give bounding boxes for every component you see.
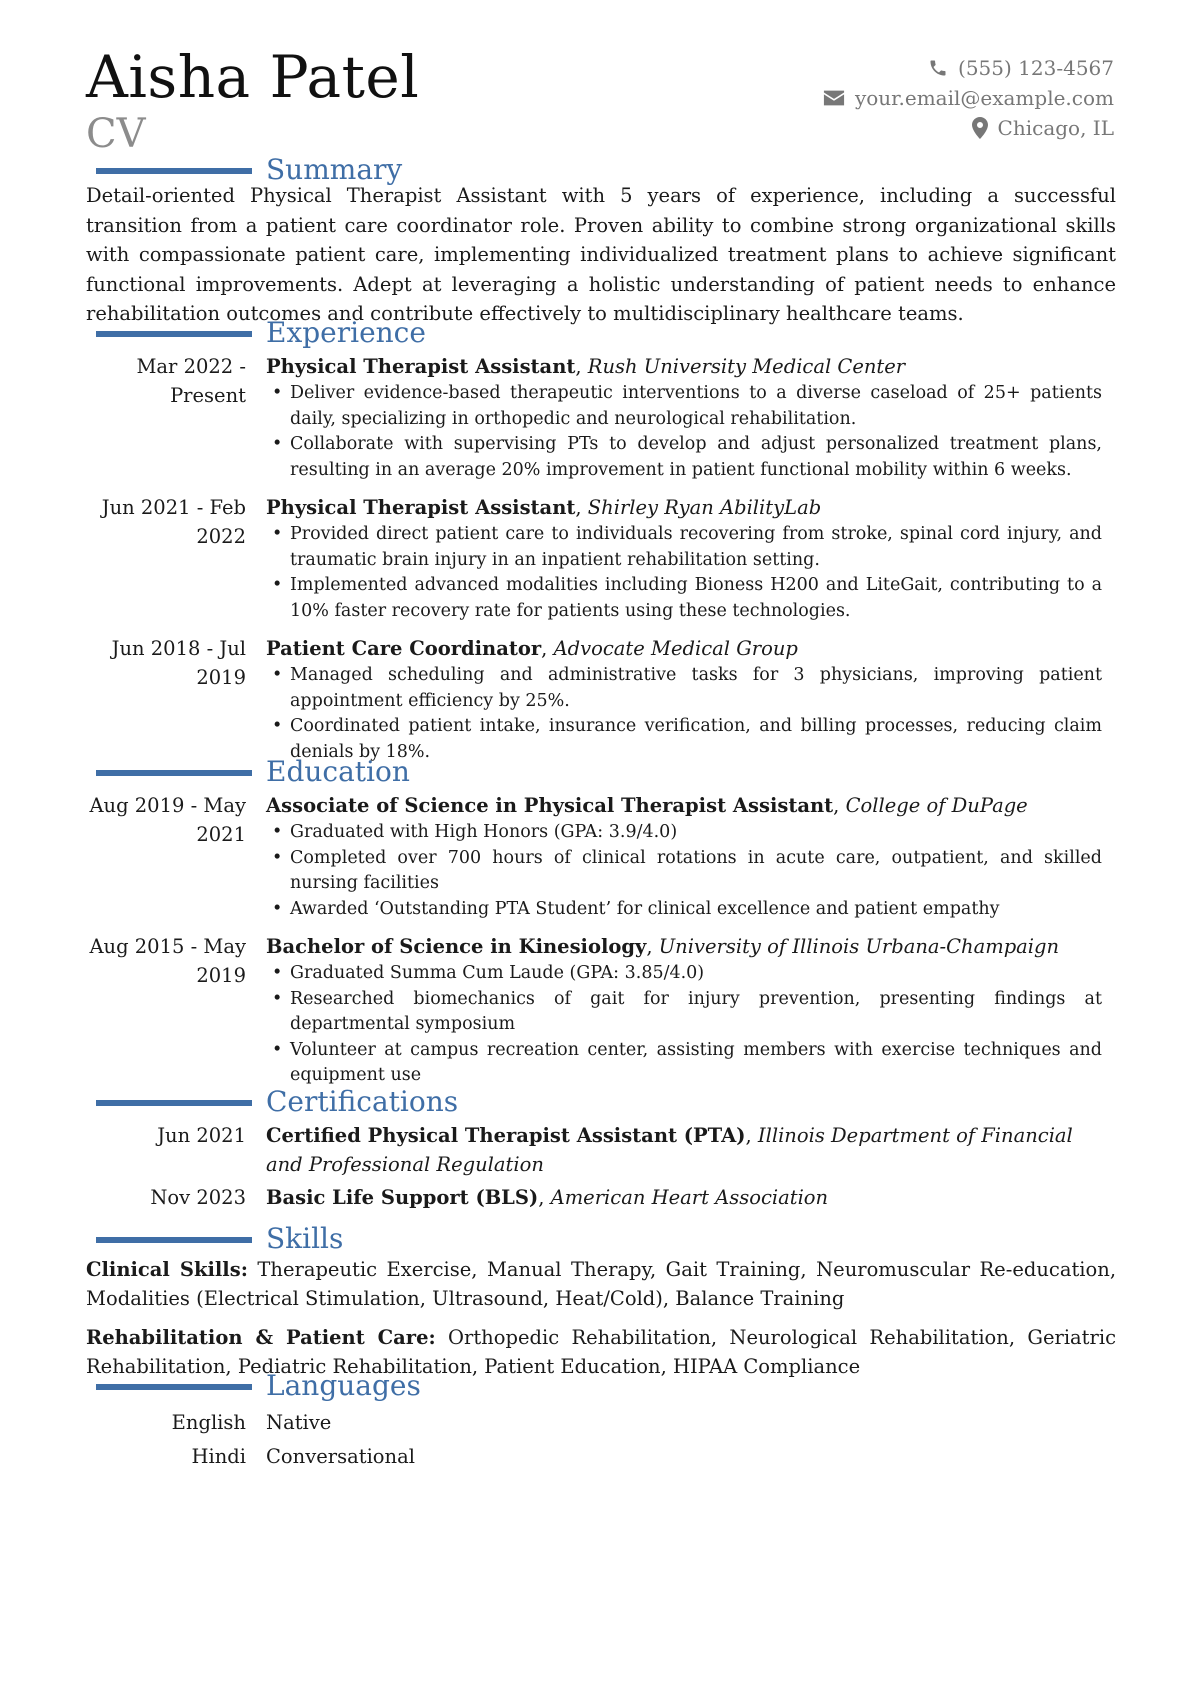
entry-date: Aug 2015 - May 2019 (89, 935, 246, 987)
summary-section (86, 152, 1116, 329)
skills-section (86, 1221, 1116, 1381)
phone-icon (928, 58, 948, 78)
contact-email (823, 83, 1114, 113)
section-title: Education (266, 755, 410, 788)
entry-degree: Bachelor of Science in Kinesiology (266, 935, 647, 958)
section-rule (96, 168, 252, 174)
language-name: English (171, 1411, 246, 1434)
language-entry (86, 1406, 1116, 1440)
entry-org: Advocate Medical Group (553, 637, 798, 660)
list-item: • Provided direct patient care to individuals recovering from stroke, spinal cord injury, and traumatic brain injury in an inpatient rehabilitation setting. (266, 522, 1102, 573)
entry-date: Jun 2021 (157, 1124, 246, 1147)
section-title: Summary (266, 153, 403, 186)
list-item: • Deliver evidence-based therapeutic interventions to a diverse caseload of 25+ patients daily, specializing in orthopedic and neurological rehabilitation. (266, 381, 1102, 432)
entry-date: Jun 2021 - Feb 2022 (101, 496, 246, 548)
skill-group-items: Therapeutic Exercise, Manual Therapy, Gait Training, Neuromuscular Re-education, Modalities (Electrical Stimulation, Ultrasound, Heat/Cold), Balance Training (86, 1258, 1117, 1310)
experience-section (86, 315, 1116, 765)
certification-issuer: American Heart Association (550, 1186, 829, 1209)
candidate-name: Aisha Patel (86, 43, 420, 111)
entry-org: Rush University Medical Center (587, 355, 906, 378)
document-subtitle: CV (86, 111, 146, 157)
section-rule (96, 1384, 252, 1390)
list-item: • Graduated Summa Cum Laude (GPA: 3.85/4.0) (266, 961, 1102, 987)
section-rule (96, 1237, 252, 1243)
certification-issuer: Illinois Department of Financial and Professional Regulation (266, 1124, 1073, 1176)
certification-entry: Nov 2023 Basic Life Support (BLS), American Heart Association (86, 1183, 1116, 1212)
education-entry: Aug 2015 - May 2019 Bachelor of Science in Kinesiology, University of Illinois Urbana-Champaign • Graduated Summa Cum Laude (GPA: 3.85/4.0) • Researched biomechanics of gait for injury prevention, presenting findings at departmental symposium • Volunteer at campus recreation center, assisting members with exercise techniques and equipment use (86, 932, 1116, 1089)
summary-text: Detail-oriented Physical Therapist Assistant with 5 years of experience, including a successful transition from a patient care coordinator role. Proven ability to combine strong organizational skills with compassionate patient care, implementing individualized treatment plans to achieve significant functional improvements. Adept at leveraging a holistic understanding of patient needs to enhance rehabilitation outcomes and contribute effectively to multidisciplinary healthcare teams. (86, 184, 1116, 325)
entry-date: Nov 2023 (150, 1186, 246, 1209)
section-rule (96, 1100, 252, 1106)
list-item: • Researched biomechanics of gait for injury prevention, presenting findings at departmental symposium (266, 987, 1102, 1038)
skill-group-label: Clinical Skills: (86, 1258, 248, 1281)
contact-location (823, 113, 1114, 143)
entry-role: Patient Care Coordinator (266, 637, 542, 660)
section-rule (96, 331, 252, 337)
list-item: • Collaborate with supervising PTs to develop and adjust personalized treatment plans, resulting in an average 20% improvement in patient functional mobility within 6 weeks. (266, 432, 1102, 483)
section-title: Certifications (266, 1085, 459, 1118)
certification-entry: Jun 2021 Certified Physical Therapist Assistant (PTA), Illinois Department of Financial and Professional Regulation (86, 1121, 1116, 1179)
experience-entry: Mar 2022 - Present Physical Therapist Assistant, Rush University Medical Center • Deliver evidence-based therapeutic interventions to a diverse caseload of 25+ patients daily, specializing in orthopedic and neurological rehabilitation. • Collaborate with supervising PTs to develop and adjust personalized treatment plans, resulting in an average 20% improvement in patient functional mobility within 6 weeks. (86, 352, 1116, 483)
language-level: Conversational (266, 1445, 415, 1468)
list-item: • Volunteer at campus recreation center, assisting members with exercise techniques and equipment use (266, 1038, 1102, 1089)
languages-section (86, 1368, 1116, 1474)
section-title: Languages (266, 1369, 421, 1402)
entry-role: Physical Therapist Assistant (266, 355, 576, 378)
entry-role: Physical Therapist Assistant (266, 496, 576, 519)
entry-school: College of DuPage (845, 794, 1028, 817)
list-item: • Graduated with High Honors (GPA: 3.9/4.0) (266, 820, 1102, 846)
list-item: • Awarded ‘Outstanding PTA Student’ for clinical excellence and patient empathy (266, 897, 1102, 923)
skill-group-label: Rehabilitation & Patient Care: (86, 1326, 436, 1349)
certifications-section (86, 1084, 1116, 1212)
education-section (86, 754, 1116, 1089)
map-pin-icon (972, 117, 988, 139)
contact-phone (823, 53, 1114, 83)
language-name: Hindi (191, 1445, 246, 1468)
education-entry: Aug 2019 - May 2021 Associate of Science in Physical Therapist Assistant, College of DuPage • Graduated with High Honors (GPA: 3.9/4.0) • Completed over 700 hours of clinical rotations in acute care, outpatient, and skilled nursing facilities • Awarded ‘Outstanding PTA Student’ for clinical excellence and patient empathy (86, 791, 1116, 922)
section-title: Experience (266, 316, 426, 349)
envelope-icon (823, 89, 845, 107)
language-entry (86, 1440, 1116, 1474)
entry-org: Shirley Ryan AbilityLab (587, 496, 822, 519)
section-title: Skills (266, 1222, 344, 1255)
language-level: Native (266, 1411, 332, 1434)
experience-entry: Jun 2018 - Jul 2019 Patient Care Coordinator, Advocate Medical Group • Managed scheduling and administrative tasks for 3 physicians, improving patient appointment efficiency by 25%. • Coordinated patient intake, insurance verification, and billing processes, reducing claim denials by 18%. (86, 634, 1116, 765)
phone-text[interactable]: (555) 123-4567 (958, 56, 1114, 80)
skill-group-items: Orthopedic Rehabilitation, Neurological Rehabilitation, Geriatric Rehabilitation, Pediatric Rehabilitation, Patient Education, HIPAA Compliance (86, 1326, 1116, 1378)
entry-school: University of Illinois Urbana-Champaign (658, 935, 1060, 958)
certification-name: Basic Life Support (BLS) (266, 1186, 539, 1209)
list-item: • Managed scheduling and administrative tasks for 3 physicians, improving patient appointment efficiency by 25%. (266, 663, 1102, 714)
list-item: • Implemented advanced modalities including Bioness H200 and LiteGait, contributing to a 10% faster recovery rate for patients using these technologies. (266, 573, 1102, 624)
contact-block (823, 53, 1114, 143)
location-text: Chicago, IL (997, 116, 1114, 140)
entry-date: Mar 2022 - Present (136, 355, 246, 407)
list-item: • Completed over 700 hours of clinical rotations in acute care, outpatient, and skilled nursing facilities (266, 846, 1102, 897)
entry-degree: Associate of Science in Physical Therapist Assistant (266, 794, 834, 817)
entry-date: Aug 2019 - May 2021 (89, 794, 246, 846)
skill-group (86, 1255, 1116, 1313)
experience-entry: Jun 2021 - Feb 2022 Physical Therapist Assistant, Shirley Ryan AbilityLab • Provided direct patient care to individuals recovering from stroke, spinal cord injury, and traumatic brain injury in an inpatient rehabilitation setting. • Implemented advanced modalities including Bioness H200 and LiteGait, contributing to a 10% faster recovery rate for patients using these technologies. (86, 493, 1116, 624)
entry-date: Jun 2018 - Jul 2019 (111, 637, 246, 689)
email-text[interactable]: your.email@example.com (854, 86, 1114, 110)
list-item: • Coordinated patient intake, insurance verification, and billing processes, reducing claim denials by 18%. (266, 714, 1102, 765)
section-rule (96, 770, 252, 776)
certification-name: Certified Physical Therapist Assistant (PTA) (266, 1124, 746, 1147)
